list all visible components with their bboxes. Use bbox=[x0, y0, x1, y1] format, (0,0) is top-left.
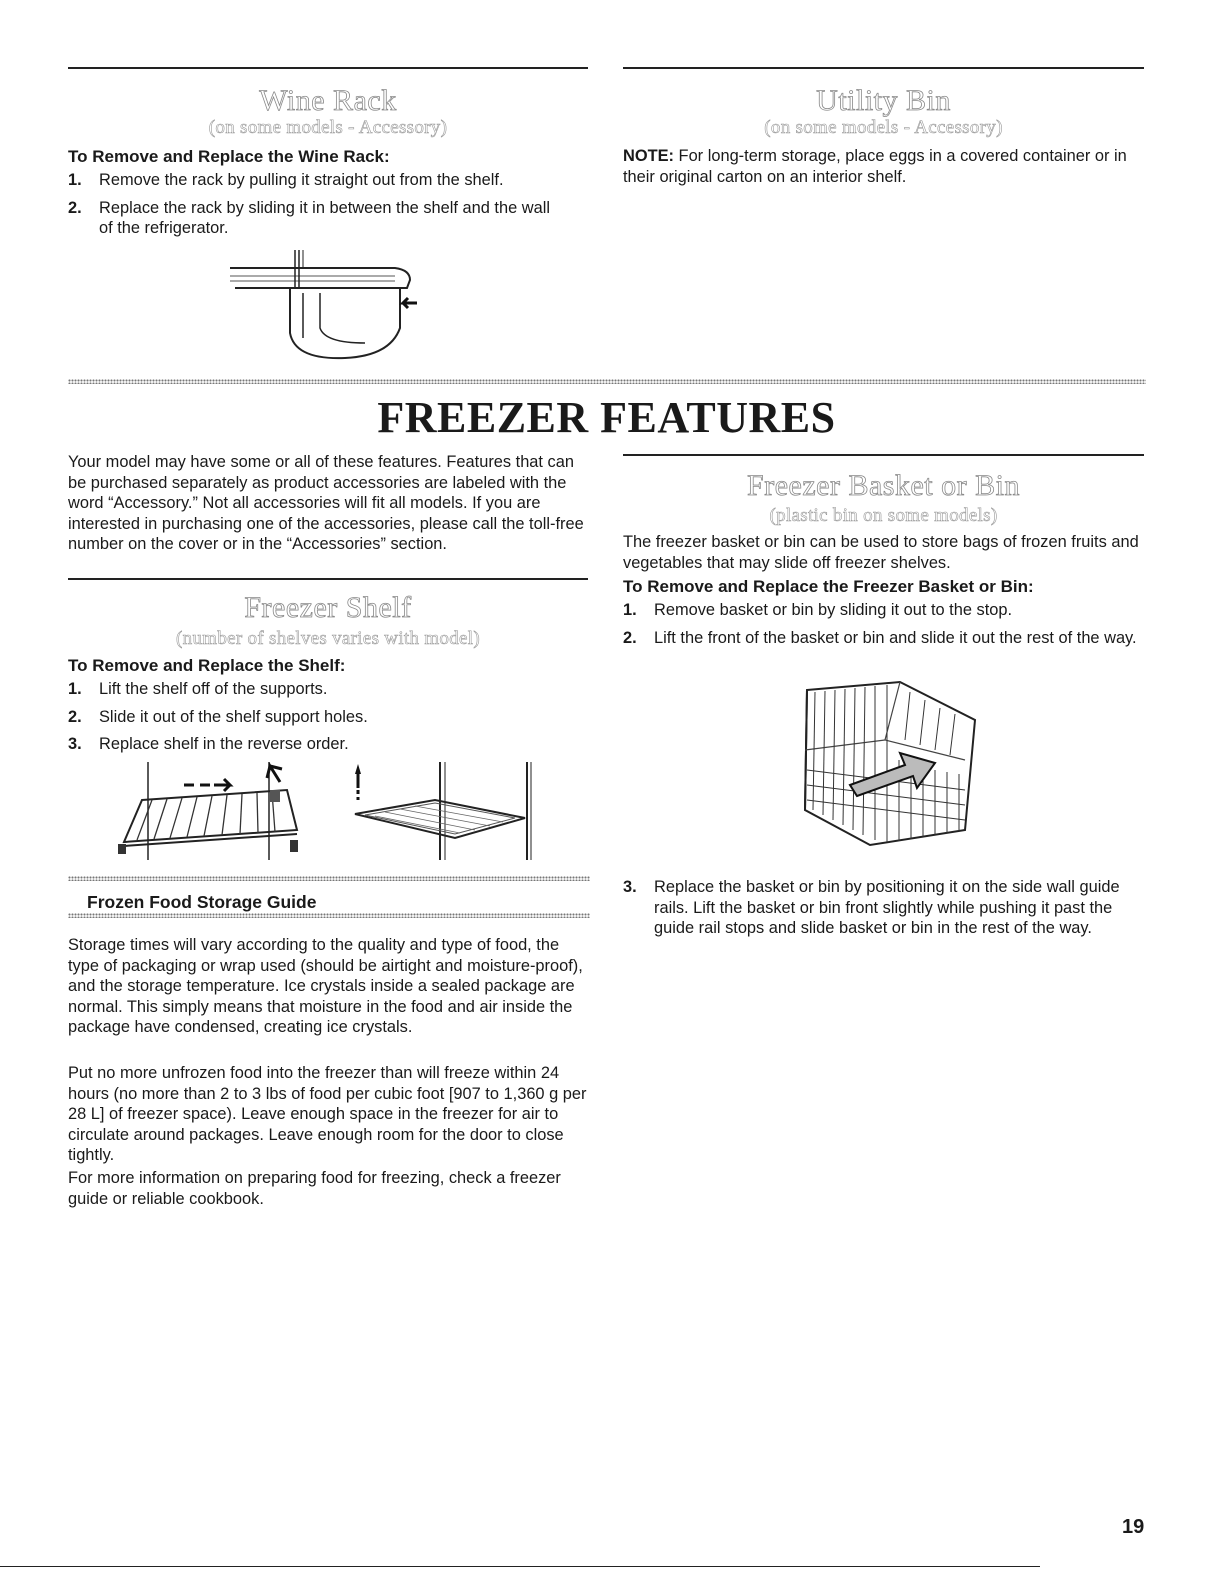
page-number: 19 bbox=[1122, 1516, 1145, 1538]
step-number: 2. bbox=[68, 707, 82, 726]
freezer-basket-subtitle: (plastic bin on some models) bbox=[769, 505, 998, 526]
utility-bin-note bbox=[623, 146, 1148, 187]
step-number: 2. bbox=[623, 628, 637, 647]
wine-rack-heading: To Remove and Replace the Wine Rack: bbox=[68, 147, 390, 166]
wine-rack-steps bbox=[68, 170, 568, 246]
storage-guide-paragraph-1: Storage times will vary according to the quality and type of food, the type of packaging or wrap used (should be airtight and moisture-proof), and the storage temperature. Ice crystals inside a sealed package are normal. This simply means that moisture in the food and air inside the package have condensed, creating ice crystals. bbox=[68, 936, 583, 1036]
freezer-shelf-top-rule bbox=[68, 578, 588, 580]
list-item bbox=[623, 877, 1145, 939]
list-item bbox=[623, 600, 1145, 621]
step-text: Slide it out of the shelf support holes. bbox=[99, 707, 368, 726]
step-text: Replace the basket or bin by positioning it on the side wall guide rails. Lift the basket or bin front slightly while pushing it past the guide rail stops and slide basket or bin in the rest of the way. bbox=[654, 878, 1120, 937]
wine-rack-title: Wine Rack bbox=[259, 84, 397, 117]
wine-rack-top-rule bbox=[68, 67, 588, 69]
step-number: 1. bbox=[68, 171, 82, 189]
storage-guide-bottom-rule bbox=[68, 913, 590, 918]
page-bottom-rule bbox=[0, 1566, 1040, 1567]
storage-guide-top-rule bbox=[68, 876, 590, 881]
freezer-basket-intro: The freezer basket or bin can be used to store bags of frozen fruits and vegetables that may slide off freezer shelves. bbox=[623, 533, 1139, 572]
wine-rack-illustration bbox=[225, 248, 425, 363]
step-text: Remove the rack by pulling it straight out from the shelf. bbox=[99, 171, 504, 189]
freezer-basket-title: Freezer Basket or Bin bbox=[747, 469, 1020, 502]
step-number: 1. bbox=[623, 601, 637, 619]
list-item bbox=[68, 734, 568, 755]
storage-guide-paragraph-3: For more information on preparing food for freezing, check a freezer guide or reliable cookbook. bbox=[68, 1169, 561, 1208]
step-text: Replace shelf in the reverse order. bbox=[99, 735, 349, 753]
freezer-shelf-illustration-right bbox=[335, 760, 545, 865]
storage-guide-paragraph-2: Put no more unfrozen food into the freezer than will freeze within 24 hours (no more than 2 to 3 lbs of food per cubic foot [907 to 1,360 g per 28 L] of freezer space). Leave enough space in the freezer for air to circulate around packages. Leave enough room for the door to close tightly. bbox=[68, 1064, 587, 1164]
freezer-shelf-illustration-left bbox=[112, 760, 312, 865]
freezer-shelf-subtitle: (number of shelves varies with model) bbox=[176, 628, 480, 649]
freezer-shelf-title: Freezer Shelf bbox=[244, 591, 412, 624]
utility-bin-title: Utility Bin bbox=[816, 84, 951, 117]
freezer-basket-steps bbox=[623, 600, 1145, 655]
storage-guide-heading: Frozen Food Storage Guide bbox=[87, 892, 317, 912]
list-item bbox=[623, 628, 1145, 649]
wine-rack-subtitle: (on some models - Accessory) bbox=[208, 117, 448, 138]
page-title: FREEZER FEATURES bbox=[377, 393, 836, 442]
step-text: Replace the rack by sliding it in between the shelf and the wall of the refrigerator. bbox=[99, 198, 551, 237]
step-text: Lift the front of the basket or bin and slide it out the rest of the way. bbox=[654, 628, 1137, 647]
step-number: 1. bbox=[68, 680, 82, 698]
note-label: NOTE: bbox=[623, 147, 674, 165]
freezer-basket-step-3 bbox=[623, 877, 1145, 939]
step-number: 3. bbox=[623, 878, 637, 896]
step-text: Remove basket or bin by sliding it out to the stop. bbox=[654, 601, 1013, 619]
section-divider bbox=[68, 379, 1146, 384]
utility-bin-top-rule bbox=[623, 67, 1144, 69]
freezer-shelf-steps bbox=[68, 679, 568, 762]
note-text: For long-term storage, place eggs in a covered container or in their original carton on an interior shelf. bbox=[623, 147, 1127, 186]
step-text: Lift the shelf off of the supports. bbox=[99, 680, 328, 698]
freezer-shelf-heading: To Remove and Replace the Shelf: bbox=[68, 656, 346, 675]
utility-bin-subtitle: (on some models - Accessory) bbox=[764, 117, 1003, 138]
step-number: 2. bbox=[68, 198, 82, 217]
list-item bbox=[68, 170, 568, 191]
list-item bbox=[68, 707, 568, 728]
freezer-basket-illustration bbox=[795, 680, 985, 850]
freezer-basket-heading: To Remove and Replace the Freezer Basket or Bin: bbox=[623, 577, 1034, 596]
step-number: 3. bbox=[68, 735, 82, 753]
list-item bbox=[68, 198, 568, 239]
freezer-basket-top-rule bbox=[623, 454, 1144, 456]
freezer-features-intro: Your model may have some or all of these features. Features that can be purchased separately as product accessories are labeled with the word “Accessory.” Not all accessories will fit all models. If you are interested in purchasing one of the accessories, please call the toll-free number on the cover or in the “Accessories” section. bbox=[68, 453, 584, 553]
list-item bbox=[68, 679, 568, 700]
